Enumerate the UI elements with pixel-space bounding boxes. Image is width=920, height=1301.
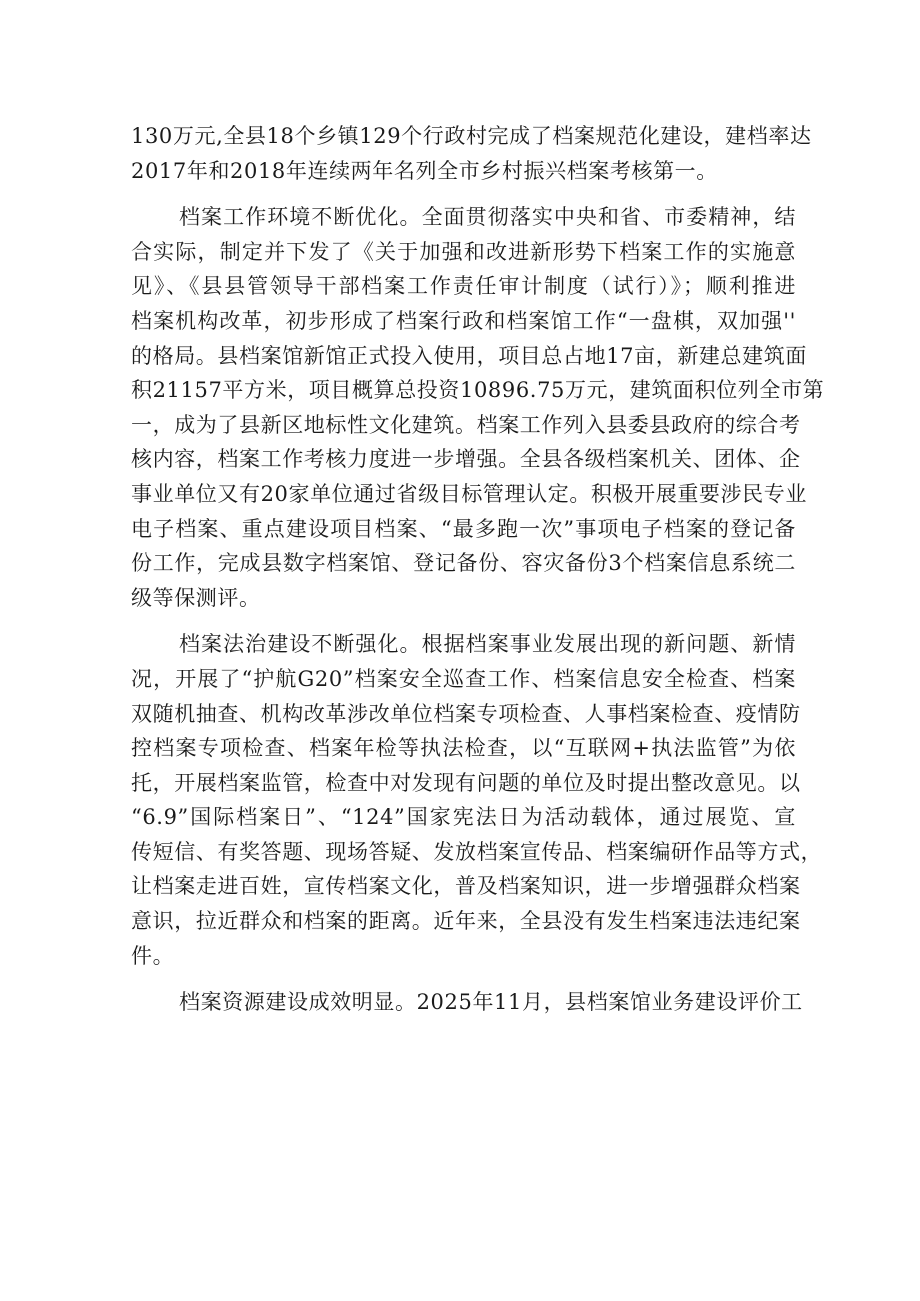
text-line: 控档案专项检查、档案年检等执法检查，以“互联网+执法监管”为依 [131,736,796,761]
text-line: 核内容，档案工作考核力度进一步增强。全县各级档案机关、团体、企 [131,447,801,472]
text-line: 档案资源建设成效明显。2025年11月，县档案馆业务建设评价工 [179,990,803,1015]
text-line: 双随机抽查、机构改革涉改单位档案专项检查、人事档案检查、疫情防 [131,701,801,726]
text-line: 一，成为了县新区地标性文化建筑。档案工作列入县委县政府的综合考 [131,412,801,437]
text-line: 积21157平方米，项目概算总投资10896.75万元，建筑面积位列全市第 [131,378,825,403]
text-line: 意识，拉近群众和档案的距离。近年来，全县没有发生档案违法违纪案 [131,909,801,934]
text-line: 件。 [131,943,175,968]
text-line: 电子档案、重点建设项目档案、“最多跑一次”事项电子档案的登记备 [131,516,796,541]
text-line: 档案法治建设不断强化。根据档案事业发展出现的新问题、新情 [179,632,796,657]
text-line: 档案机构改革，初步形成了档案行政和档案馆工作“一盘棋，双加强'' [131,308,796,333]
paragraph-3 [131,627,823,973]
text-line: 事业单位又有20家单位通过省级目标管理认定。积极开展重要涉民专业 [131,481,807,506]
text-line: 档案工作环境不断优化。全面贯彻落实中央和省、市委精神，结 [179,205,796,230]
text-line: 级等保测评。 [131,585,261,610]
paragraph-1 [131,119,812,188]
text-line: 的格局。县档案馆新馆正式投入使用，项目总占地17亩，新建总建筑面 [131,343,807,368]
text-line: 让档案走进百姓，宣传档案文化，普及档案知识，进一步增强群众档案 [131,874,801,899]
text-line: 况，开展了“护航G20”档案安全巡查工作、档案信息安全检查、档案 [131,666,796,691]
paragraph-2 [131,200,825,615]
text-line: 130万元,全县18个乡镇129个行政村完成了档案规范化建设，建档率达 [131,124,812,148]
document-body [131,119,825,1032]
text-line: 份工作，完成县数字档案馆、登记备份、容灾备份3个档案信息系统二 [131,551,796,576]
paragraph-4 [131,985,803,1020]
text-line: “6.9”国际档案日”、“124”国家宪法日为活动载体，通过展览、宣 [131,805,796,830]
text-line: 见》、《县县管领导干部档案工作责任审计制度（试行）》；顺利推进 [131,274,796,299]
text-line: 2017年和2018年连续两年名列全市乡村振兴档案考核第一。 [131,158,718,183]
text-line: 传短信、有奖答题、现场答疑、发放档案宣传品、档案编研作品等方式， [131,839,823,864]
text-line: 合实际，制定并下发了《关于加强和改进新形势下档案工作的实施意 [131,239,796,264]
text-line: 托，开展档案监管，检查中对发现有问题的单位及时提出整改意见。以 [131,770,801,795]
